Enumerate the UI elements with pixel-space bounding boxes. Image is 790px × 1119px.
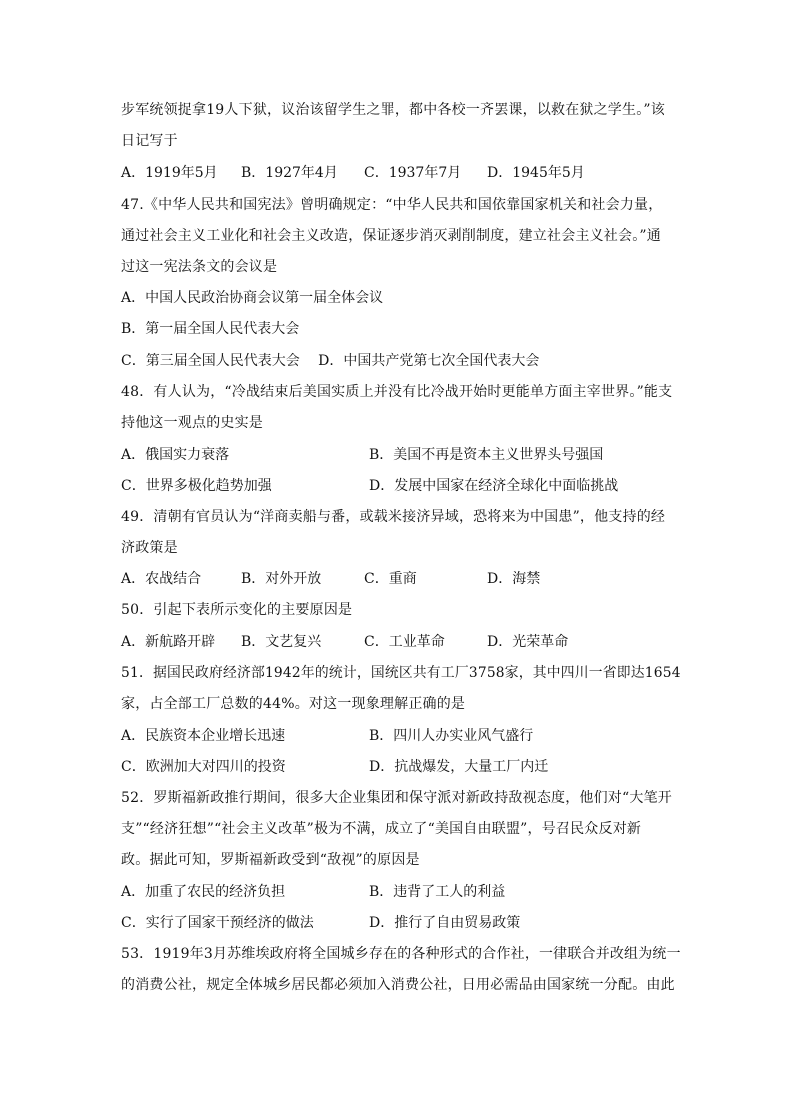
q48-option-b: B．美国不再是资本主义世界头号强国 <box>369 447 604 463</box>
q52-option-c: C．实行了国家干预经济的做法 <box>121 915 314 931</box>
q50-option-d: D．光荣革命 <box>487 634 569 650</box>
q47-line-2: 通过社会主义工业化和社会主义改造，保证逐步消灭剥削制度，建立社会主义社会。”通 <box>121 228 661 244</box>
q53-line-1: 53．1919年3月苏维埃政府将全国城乡存在的各种形式的合作社，一律联合并改组为统一 <box>121 946 681 962</box>
q52-line-2: 支”“经济狂想”“社会主义改革”极为不满，成立了“美国自由联盟”，号召民众反对新 <box>121 821 642 837</box>
q53-line-2: 的消费公社，规定全体城乡居民都必须加入消费公社，日用必需品由国家统一分配。由此 <box>121 977 675 993</box>
q50-option-a: A．新航路开辟 <box>121 634 216 650</box>
prev-option-d: D．1945年5月 <box>487 165 585 181</box>
q49-option-d: D．海禁 <box>487 571 541 587</box>
q50-line-1: 50．引起下表所示变化的主要原因是 <box>121 602 353 618</box>
q47-option-b: B．第一届全国人民代表大会 <box>121 321 300 337</box>
q51-option-a: A．民族资本企业增长迅速 <box>121 728 286 744</box>
prev-option-a: A．1919年5月 <box>121 165 218 181</box>
q50-option-b: B．文艺复兴 <box>241 634 322 650</box>
q52-option-b: B．违背了工人的利益 <box>369 884 506 900</box>
prev-question-line-1: 步军统领捉拿19人下狱，议治该留学生之罪，都中各校一齐罢课，以救在狱之学生。”该 <box>121 102 665 118</box>
q50-option-c: C．工业革命 <box>364 634 445 650</box>
q52-line-1: 52．罗斯福新政推行期间，很多大企业集团和保守派对新政持敌视态度，他们对“大笔开 <box>121 790 672 806</box>
prev-option-c: C．1937年7月 <box>364 165 462 181</box>
q48-option-c: C．世界多极化趋势加强 <box>121 478 272 494</box>
q52-option-d: D．推行了自由贸易政策 <box>369 915 521 931</box>
q51-line-1: 51．据国民政府经济部1942年的统计，国统区共有工厂3758家，其中四川一省即达1654 <box>121 665 681 681</box>
q49-option-b: B．对外开放 <box>241 571 322 587</box>
q52-option-a: A．加重了农民的经济负担 <box>121 884 286 900</box>
q47-option-a: A．中国人民政治协商会议第一届全体会议 <box>121 290 384 306</box>
q51-option-b: B．四川人办实业风气盛行 <box>369 728 534 744</box>
q47-line-3: 过这一宪法条文的会议是 <box>121 259 278 275</box>
q47-line-1: 47.《中华人民共和国宪法》曾明确规定：“中华人民共和国依靠国家机关和社会力量， <box>121 197 663 213</box>
q51-option-c: C．欧洲加大对四川的投资 <box>121 759 286 775</box>
q51-line-2: 家，占全部工厂总数的44%。对这一现象理解正确的是 <box>121 696 466 712</box>
q49-option-c: C．重商 <box>364 571 417 587</box>
q48-line-2: 持他这一观点的史实是 <box>121 415 263 431</box>
q49-option-a: A．农战结合 <box>121 571 202 587</box>
prev-option-b: B．1927年4月 <box>241 165 338 181</box>
q51-option-d: D．抗战爆发，大量工厂内迁 <box>369 759 549 775</box>
q49-line-2: 济政策是 <box>121 540 178 556</box>
q48-line-1: 48．有人认为，“冷战结束后美国实质上并没有比冷战开始时更能单方面主宰世界。”能支 <box>121 384 673 400</box>
q48-option-a: A．俄国实力衰落 <box>121 447 230 463</box>
q47-option-cd: C．第三届全国人民代表大会 D．中国共产党第七次全国代表大会 <box>121 353 540 369</box>
q52-line-3: 政。据此可知，罗斯福新政受到“敌视”的原因是 <box>121 852 420 868</box>
q48-option-d: D．发展中国家在经济全球化中面临挑战 <box>369 478 619 494</box>
prev-question-line-2: 日记写于 <box>121 133 178 149</box>
q49-line-1: 49．清朝有官员认为“洋商卖船与番，或载米接济异域，恐将来为中国患”，他支持的经 <box>121 509 666 525</box>
